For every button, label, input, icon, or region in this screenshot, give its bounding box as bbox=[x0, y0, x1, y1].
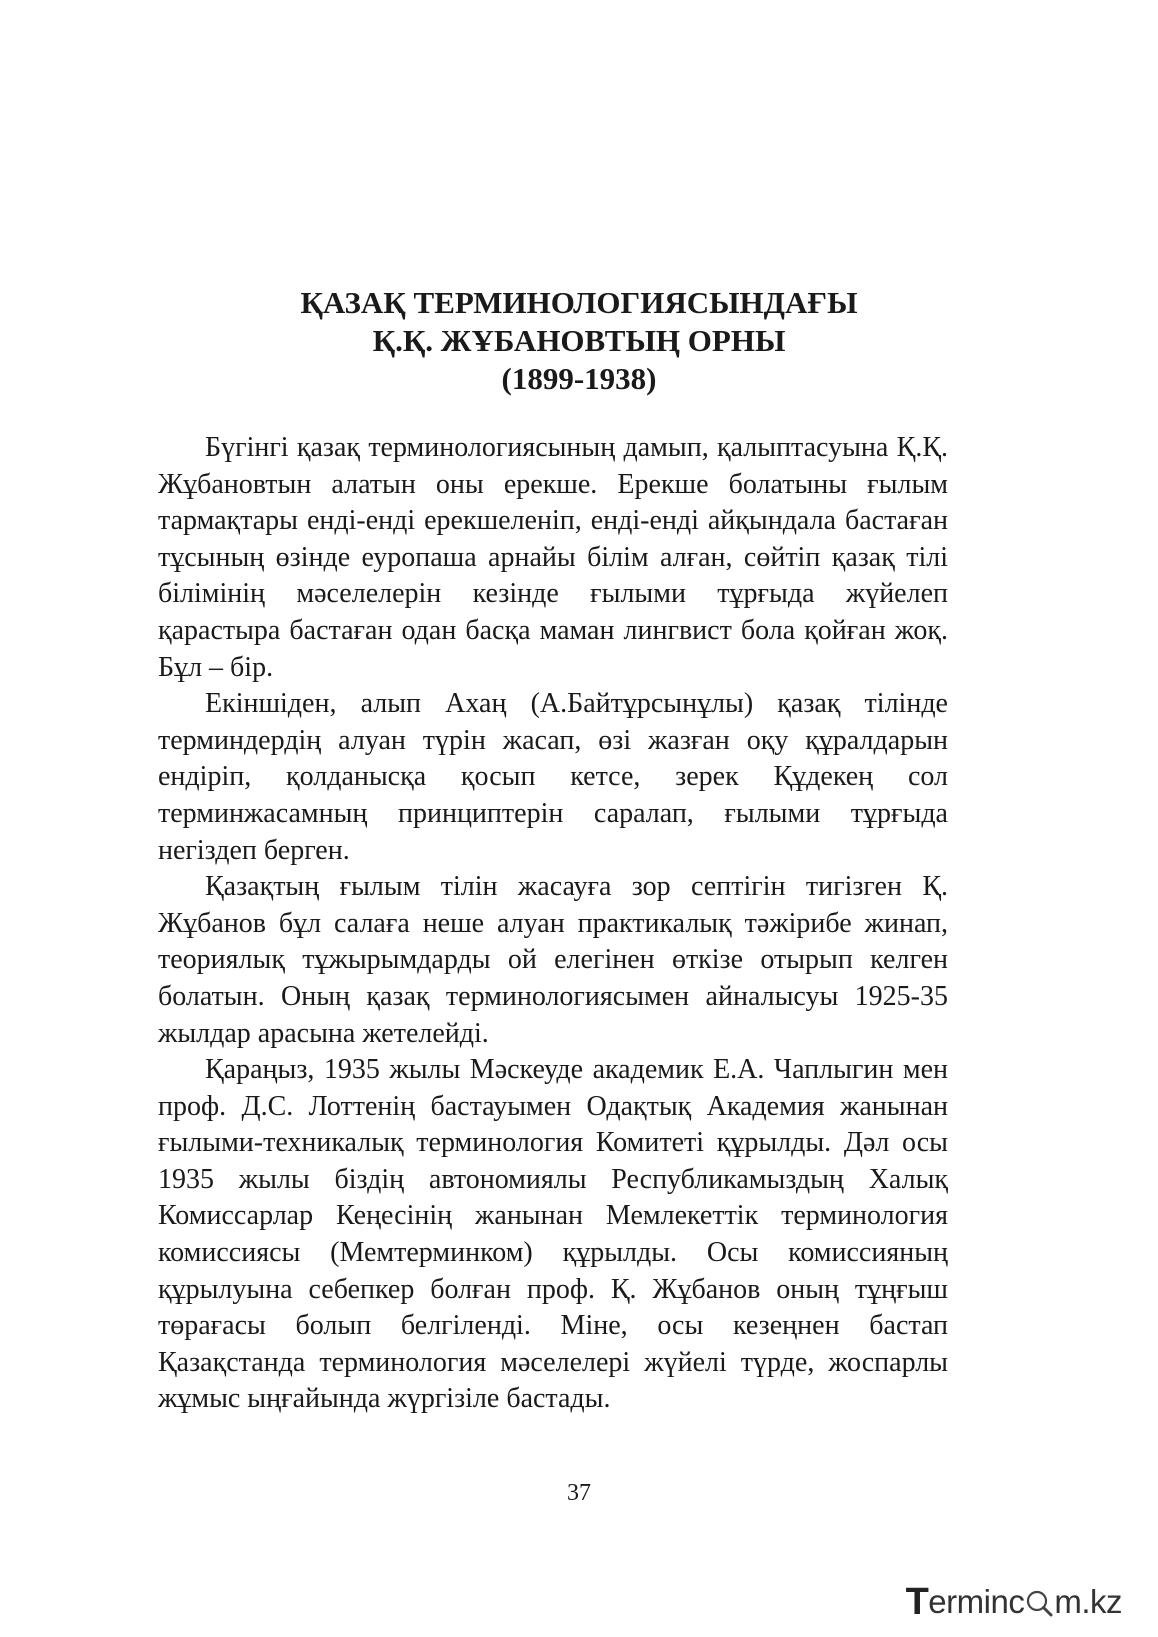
termincom-watermark bbox=[906, 1579, 1122, 1625]
article-body bbox=[158, 430, 948, 1418]
watermark-t: T bbox=[905, 1580, 929, 1623]
paragraph-4: Қараңыз, 1935 жылы Мәскеуде академик Е.А. Чаплыгин мен проф. Д.С. Лоттенің бастауымен Одақтық Академия жанынан ғылыми-техникалық терминология Комитеті құрылды. Дәл осы 1935 жылы біздің автономиялы Республикамыздың Халық Комиссарлар Кеңесінің жанынан Мемлекеттік терминология комиссиясы (Мемтерминком) құрылды. Осы комиссияның құрылуына себепкер болған проф. Қ. Жұбанов оның тұңғыш төрағасы болып белгіленді. Міне, осы кезеңнен бастап Қазақстанда терминология мәселелері жүйелі түрде, жоспарлы жұмыс ыңғайында жүргізіле бастады. bbox=[158, 1054, 948, 1415]
paragraph-3: Қазақтың ғылым тілін жасауға зор септігін тигізген Қ. Жұбанов бұл салаға неше алуан практикалық тәжірибе жинап, теориялық тұжырымдарды ой елегінен өткізе отырып келген болатын. Оның қазақ терминологиясымен айналысуы 1925-35 жылдар арасына жетелейді. bbox=[158, 871, 948, 1049]
paragraph-2: Екіншіден, алып Ахаң (А.Байтұрсынұлы) қазақ тілінде терминдердің алуан түрін жасап, өзі жазған оқу құралдарын ендіріп, қолданысқа қосып кетсе, зерек Құдекең сол терминжасамның принциптерін саралап, ғылыми тұрғыда негіздеп берген. bbox=[158, 688, 948, 866]
watermark-middle: erminc bbox=[928, 1583, 1025, 1620]
magnifier-o-icon bbox=[1024, 1587, 1054, 1617]
page-number: 37 bbox=[567, 1480, 591, 1506]
title-years: (1899-1938) bbox=[501, 361, 657, 396]
paragraph-1: Бүгінгі қазақ терминологиясының дамып, қалыптасуына Қ.Қ. Жұбановтын алатын оны ерекше. Ерекше болатыны ғылым тармақтары енді-енді ерекшеленіп, енді-енді айқындала бастаған тұсының өзінде еуропаша арнайы білім алған, сөйтіп қазақ тілі білімінің мәселелерін кезінде ғылыми тұрғыда жүйелеп қарастыра бастаған одан басқа маман лингвист бола қойған жоқ. Бұл – бір. bbox=[158, 432, 948, 683]
watermark-end: m.kz bbox=[1054, 1583, 1122, 1620]
article-title bbox=[0, 284, 1158, 398]
title-line-1: ҚАЗАҚ ТЕРМИНОЛОГИЯСЫНДАҒЫ bbox=[300, 285, 858, 320]
title-line-2: Қ.Қ. ЖҰБАНОВТЫҢ ОРНЫ bbox=[372, 323, 786, 358]
